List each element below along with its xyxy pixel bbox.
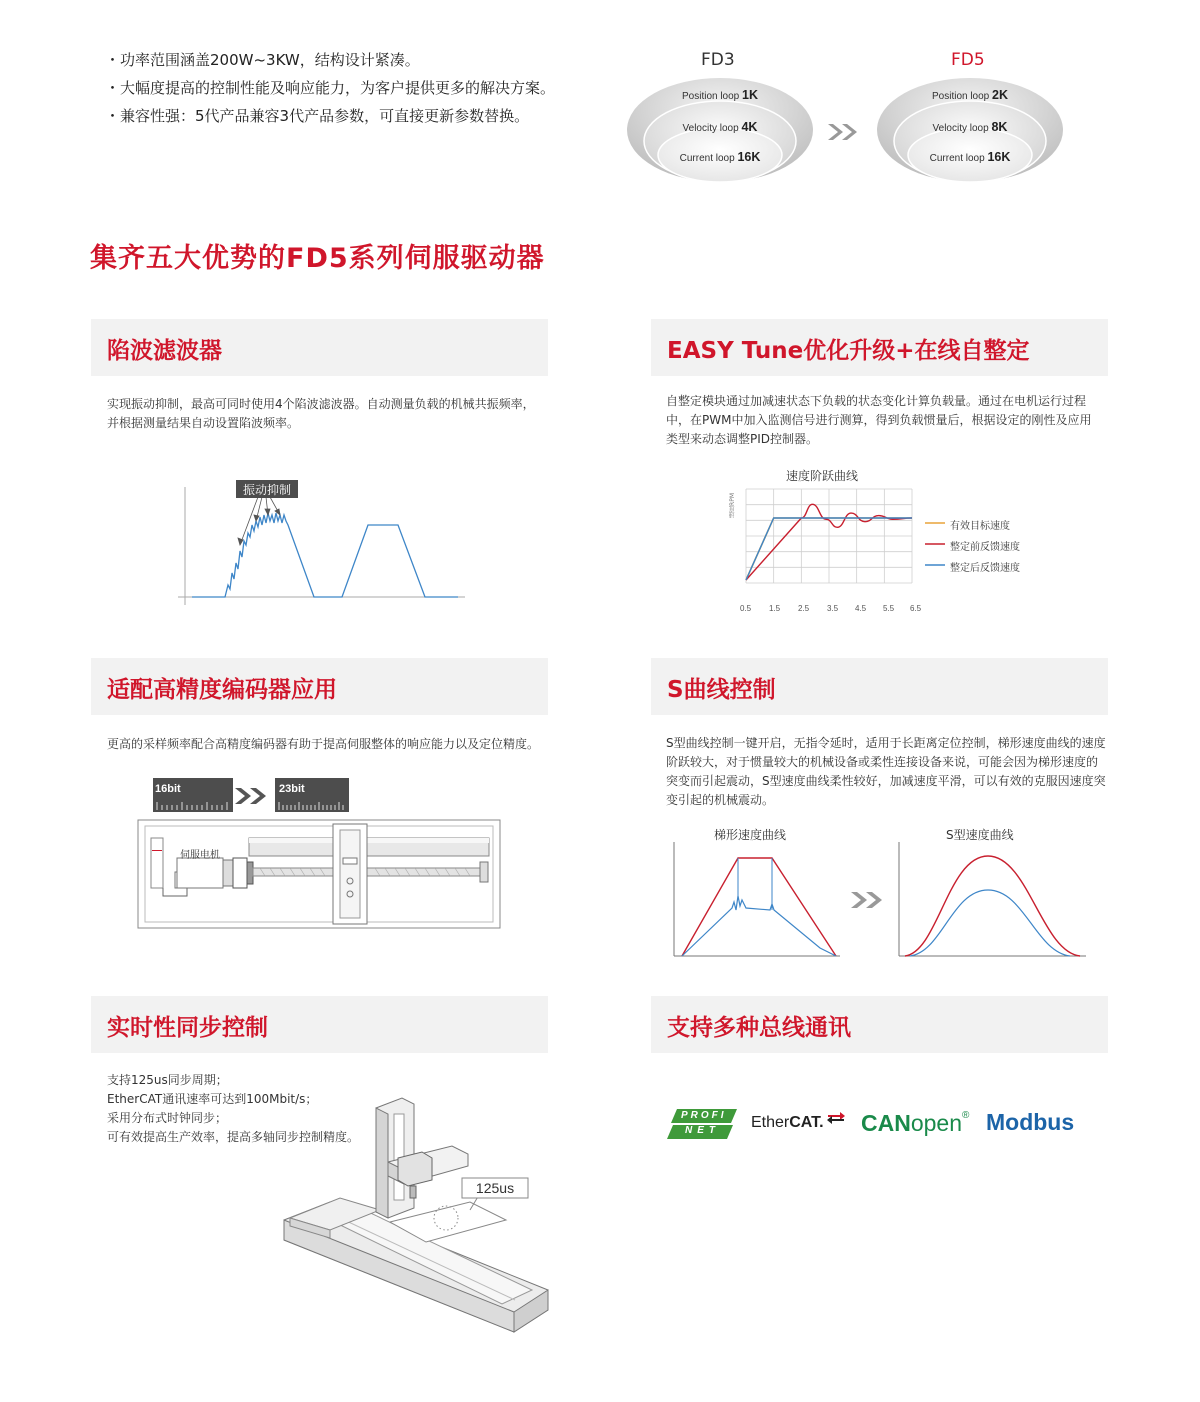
intro-bullets [105,46,555,130]
legend-before-tuning: 整定前反馈速度 [950,542,1020,553]
section-title: S曲线控制 [667,677,776,703]
x-tick-label: 4.5 [855,604,867,613]
main-title: 集齐五大优势的FD5系列伺服驱动器 [90,243,545,274]
section-title: 实时性同步控制 [107,1015,268,1041]
encoder-23bit-label: 23bit [279,783,305,795]
sync-cycle-callout: 125us [475,1180,515,1196]
speed-chart-x-ticks [736,604,926,616]
chart-grid [746,489,912,583]
section-title: 适配高精度编码器应用 [107,677,337,703]
fd3-current-loop: Current loop 16K [679,150,761,164]
double-arrow-icon [851,892,882,908]
ethercat-logo: EtherCAT. [751,1114,824,1131]
fd5-current-loop: Current loop 16K [929,150,1011,164]
x-tick-label: 1.5 [769,604,781,613]
notch-filter-graphic [170,475,470,610]
vibration-suppression-label: 振动抑制 [242,483,291,497]
section-header-bus [651,996,1108,1053]
speed-step-chart-title: 速度阶跃曲线 [786,469,859,483]
section-title: 支持多种总线通讯 [667,1015,851,1041]
servo-motor-label: 伺服电机 [180,850,220,861]
speed-chart-legend-lines [925,518,947,570]
section-title: EASY Tune优化升级+在线自整定 [667,338,1030,364]
bullet-item: ・功率范围涵盖200W~3KW，结构设计紧凑。 [105,51,420,69]
x-tick-label: 3.5 [827,604,839,613]
sync-line: 可有效提高生产效率，提高多轴同步控制精度。 [107,1130,360,1144]
speed-step-chart [745,488,913,584]
bullet-item: ・大幅度提高的控制性能及响应能力，为客户提供更多的解决方案。 [105,79,556,97]
section-header-scurve [651,658,1108,715]
canopen-logo: CANopen® [861,1110,970,1136]
trapezoid-curve-label: 梯形速度曲线 [714,828,787,842]
double-arrow-icon [235,788,266,804]
x-tick-label: 6.5 [910,604,922,613]
fd5-velocity-loop: Velocity loop 8K [932,120,1008,134]
fd3-velocity-loop: Velocity loop 4K [682,120,758,134]
ethercat-arrows-icon [826,1111,846,1125]
scurve-comparison-graphic [670,840,1090,960]
x-tick-label: 2.5 [798,604,810,613]
encoder-description: 更高的采样频率配合高精度编码器有助于提高伺服整体的响应能力以及定位精度。 [107,737,540,751]
gantry-machine-graphic [270,1090,555,1350]
fd3-position-loop: Position loop 1K [681,88,759,102]
legend-target-speed: 有效目标速度 [950,521,1010,532]
sync-line: 支持125us同步周期； [107,1073,228,1087]
section-title: 陷波滤波器 [107,338,222,364]
section-header-easytune [651,319,1108,376]
profinet-logo: PROFI NET [667,1109,739,1139]
section-header-notch [91,319,548,376]
fd5-label: FD5 [951,50,985,70]
modbus-logo: Modbus [986,1109,1075,1135]
fd5-position-loop: Position loop 2K [931,88,1009,102]
x-tick-label: 0.5 [740,604,752,613]
fd3-label: FD3 [701,50,735,70]
s-curve-label: S型速度曲线 [946,828,1014,842]
double-arrow-icon [828,124,857,140]
sync-line: EtherCAT通讯速率可达到100Mbit/s； [107,1092,318,1106]
scurve-description: S型曲线控制一键开启，无指令延时，适用于长距离定位控制，梯形速度曲线的速度阶跃较大，对于惯量较大的机械设备或柔性连接设备来说，可能会因为梯形速度的突变而引起震动，S型速度曲线柔性较好，加减速度平滑，可以有效的克服因速度突变引起的机械震动。 [666,736,1106,807]
encoder-16bit-label: 16bit [155,783,181,795]
bullet-item: ・兼容性强：5代产品兼容3代产品参数，可直接更新参数替换。 [105,107,530,125]
section-header-sync [91,996,548,1053]
section-header-encoder [91,658,548,715]
notch-description: 实现振动抑制，最高可同时使用4个陷波滤波器。自动测量负载的机械共振频率，并根据测量结果自动设置陷波频率。 [107,397,535,430]
legend-after-tuning: 整定后反馈速度 [950,563,1020,574]
x-tick-label: 5.5 [883,604,895,613]
speed-chart-ylabel: 速度RPM [729,493,736,518]
sync-line: 采用分布式时钟同步； [107,1111,228,1125]
easytune-description: 自整定模块通过加减速状态下负载的状态变化计算负载量。通过在电机运行过程中，在PWM中加入监测信号进行测算，得到负载惯量后，根据设定的刚性及应用类型来动态调整PID控制器。 [666,394,1092,446]
